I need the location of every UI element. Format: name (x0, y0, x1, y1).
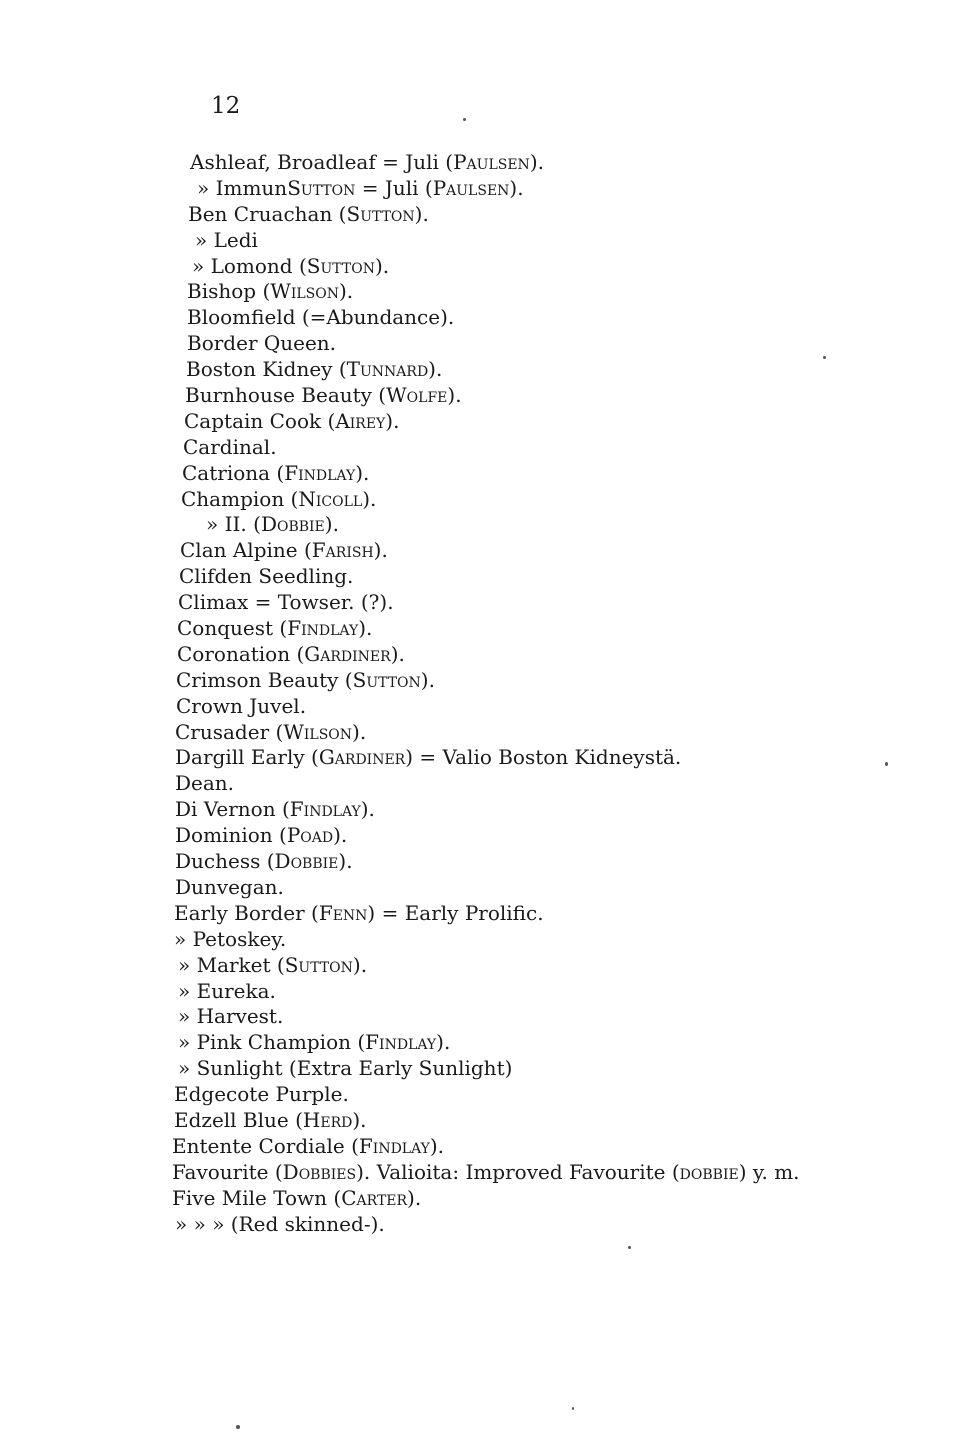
list-item (0, 901, 960, 927)
entry-text (190, 150, 544, 176)
variety-name: » Lomond (192, 253, 293, 278)
list-item (0, 1212, 960, 1238)
list-item (0, 176, 960, 202)
punctuation: ). (352, 719, 367, 744)
variety-name: » Market (178, 952, 271, 977)
breeder-name: Carter (341, 1185, 408, 1210)
breeder-name: Sutton (346, 201, 415, 226)
list-item (0, 616, 960, 642)
list-item (0, 357, 960, 383)
list-item (0, 1082, 960, 1108)
punctuation: ( (269, 719, 284, 744)
punctuation: ( (332, 357, 347, 382)
variety-name: Edzell Blue (174, 1107, 289, 1132)
list-item (0, 331, 960, 357)
entry-text (178, 590, 394, 616)
variety-name: Cardinal. (183, 434, 277, 459)
variety-name: Burnhouse Beauty (185, 383, 372, 408)
entry-text (175, 1212, 385, 1238)
scan-speck (885, 762, 888, 766)
variety-name: » Ledi (195, 227, 258, 252)
entry-text (175, 875, 284, 901)
punctuation: ). (338, 279, 354, 304)
punctuation: ). (436, 1030, 451, 1055)
variety-name: Coronation (177, 641, 291, 666)
list-item (0, 305, 960, 331)
punctuation: ) y. m. (738, 1159, 800, 1184)
variety-name: » » » (Red skinned-). (175, 1211, 385, 1236)
variety-name: Duchess (175, 849, 261, 874)
punctuation: ). (390, 641, 405, 666)
variety-name: Boston Kidney (186, 357, 333, 382)
punctuation: ( (273, 616, 288, 641)
punctuation: ( (260, 849, 275, 874)
scan-speck (236, 1425, 240, 1429)
list-item (0, 1134, 960, 1160)
breeder-name: Findlay (358, 1133, 430, 1158)
entry-text (186, 357, 442, 383)
breeder-name: Findlay (289, 797, 361, 822)
list-item (0, 720, 960, 746)
scan-speck (463, 118, 466, 121)
list-item (0, 642, 960, 668)
entry-text (187, 305, 454, 331)
variety-name: Ashleaf, Broadleaf = Juli (190, 150, 439, 174)
punctuation: ( (256, 279, 271, 304)
variety-name: Champion (181, 486, 285, 511)
entry-text (177, 616, 372, 642)
entry-text (180, 538, 388, 564)
punctuation: ). (414, 201, 429, 226)
punctuation: ). (374, 253, 390, 278)
list-item (0, 745, 960, 771)
breeder-name: dobbie (679, 1159, 739, 1184)
punctuation: ( (351, 1030, 366, 1055)
variety-name: » Immun (197, 175, 288, 200)
variety-name: Conquest (177, 616, 274, 641)
punctuation: ). (429, 1133, 445, 1158)
list-item (0, 564, 960, 590)
punctuation: ( (304, 745, 319, 770)
breeder-name: Farish (311, 538, 374, 563)
list-item (0, 694, 960, 720)
variety-name: Dunvegan. (175, 874, 284, 899)
punctuation: ( (297, 538, 312, 563)
variety-name: Catriona (182, 460, 271, 485)
punctuation: ( (321, 408, 336, 433)
punctuation: ). (407, 1185, 422, 1210)
entry-text (181, 487, 376, 513)
variety-name: Ben Cruachan (188, 201, 333, 226)
entry-text (177, 642, 405, 668)
punctuation: ) = Early Prolific. (367, 900, 544, 925)
entry-text (175, 823, 347, 849)
punctuation: ( (438, 150, 454, 174)
breeder-name: Paulsen (453, 150, 530, 174)
entry-text (184, 409, 399, 435)
list-item (0, 1186, 960, 1212)
breeder-name: Findlay (287, 616, 359, 641)
scan-speck (823, 356, 826, 359)
breeder-name: Sutton (306, 253, 375, 278)
list-item (0, 1056, 960, 1082)
entry-text (175, 745, 681, 771)
punctuation: ). (352, 1107, 367, 1132)
variety-name: » Eureka. (178, 978, 276, 1003)
breeder-name: Paulsen (432, 175, 510, 200)
variety-name: Dominion (175, 823, 273, 848)
punctuation: ( (304, 900, 319, 925)
list-item (0, 254, 960, 280)
entry-text (178, 1056, 512, 1082)
list-item (0, 797, 960, 823)
entry-text (187, 331, 336, 357)
entry-text (175, 720, 366, 746)
entry-text (185, 383, 462, 409)
breeder-name: Nicoll (298, 486, 363, 511)
punctuation: ). (529, 150, 544, 174)
variety-name: Early Border (174, 900, 305, 925)
punctuation: ( (272, 823, 287, 848)
list-item (0, 1004, 960, 1030)
entry-text (178, 953, 367, 979)
variety-name: Favourite (172, 1159, 269, 1184)
entry-text (175, 771, 234, 797)
breeder-name: Gardiner (318, 745, 406, 770)
punctuation: ). (362, 486, 377, 511)
variety-name: » Pink Champion (178, 1030, 351, 1055)
variety-name: Di Vernon (175, 797, 276, 822)
punctuation: ). (324, 512, 339, 537)
punctuation: ). (333, 823, 348, 848)
punctuation: ). (509, 175, 524, 200)
list-item (0, 461, 960, 487)
breeder-name: Sutton (352, 667, 421, 692)
breeder-name: Fenn (318, 900, 368, 925)
entry-text (178, 1004, 283, 1030)
punctuation: ). (447, 383, 462, 408)
entry-text (192, 254, 389, 280)
variety-name: Five Mile Town (172, 1185, 328, 1210)
list-item (0, 953, 960, 979)
entry-suffix: = Juli ( (355, 175, 433, 200)
punctuation: ( (270, 460, 285, 485)
variety-name: Clan Alpine (180, 538, 298, 563)
breeder-name: Gardiner (304, 641, 391, 666)
entry-text (178, 979, 276, 1005)
entry-text (178, 1030, 450, 1056)
punctuation: ( (268, 1159, 283, 1184)
punctuation: ). Valioita: Improved Favourite ( (356, 1159, 680, 1184)
entry-text (206, 512, 339, 538)
punctuation: ). (338, 849, 353, 874)
breeder-name: Dobbies (282, 1159, 357, 1184)
list-item (0, 228, 960, 254)
variety-list (0, 150, 960, 1237)
variety-name: Crown Juvel. (176, 693, 307, 718)
punctuation: ). (385, 408, 400, 433)
variety-name: Bloomfield (=Abundance). (187, 305, 455, 330)
breeder-name: Findlay (365, 1030, 437, 1055)
entry-text (174, 927, 286, 953)
list-item (0, 202, 960, 228)
punctuation: ). (352, 952, 368, 977)
entry-text (187, 279, 353, 305)
punctuation: ( (284, 486, 299, 511)
list-item (0, 538, 960, 564)
list-item (0, 435, 960, 461)
variety-name: Climax = Towser. (?). (178, 590, 394, 615)
entry-text (174, 901, 544, 927)
punctuation: ) = Valio Boston Kidneystä. (405, 745, 682, 770)
punctuation: ( (292, 253, 307, 278)
variety-name: Entente Cordiale (172, 1133, 345, 1158)
punctuation: ( (371, 383, 387, 408)
breeder-name: Wolfe (386, 383, 448, 408)
punctuation: ). (373, 538, 388, 563)
breeder-name: Sutton (284, 952, 353, 977)
entry-text (175, 849, 353, 875)
list-item (0, 150, 960, 176)
entry-text (172, 1134, 444, 1160)
list-item (0, 668, 960, 694)
punctuation: ( (290, 641, 305, 666)
punctuation: ). (355, 460, 370, 485)
breeder-name: Sutton (287, 175, 356, 200)
punctuation: ( (344, 1133, 359, 1158)
entry-text (172, 1160, 800, 1186)
punctuation: ( (270, 952, 285, 977)
punctuation: ( (332, 201, 347, 226)
breeder-name: Dobbie (274, 849, 339, 874)
breeder-name: Tunnard (346, 357, 429, 382)
punctuation: ( (275, 797, 290, 822)
list-item (0, 409, 960, 435)
variety-name: » Petoskey. (174, 926, 287, 951)
scan-speck (572, 1407, 574, 1410)
list-item (0, 512, 960, 538)
breeder-name: Findlay (284, 460, 356, 485)
breeder-name: Wilson (270, 279, 339, 304)
punctuation: ). (358, 616, 373, 641)
page-number: 12 (211, 93, 241, 119)
variety-name: Crusader (175, 719, 270, 744)
punctuation: ). (428, 357, 443, 382)
punctuation: ( (288, 1107, 303, 1132)
list-item (0, 849, 960, 875)
list-item (0, 1108, 960, 1134)
list-item (0, 279, 960, 305)
entry-text (175, 797, 375, 823)
breeder-name: Dobbie (260, 512, 325, 537)
punctuation: ( (338, 667, 353, 692)
entry-text (176, 668, 435, 694)
punctuation: ). (360, 797, 375, 822)
list-item (0, 590, 960, 616)
entry-text (183, 435, 277, 461)
variety-name: » Sunlight (Extra Early Sunlight) (178, 1056, 513, 1081)
variety-name: » Harvest. (178, 1004, 284, 1029)
scan-speck (628, 1246, 631, 1249)
variety-name: Border Queen. (187, 331, 337, 356)
variety-name: » II. (206, 512, 247, 537)
punctuation: ). (420, 667, 435, 692)
variety-name: Crimson Beauty (176, 667, 339, 692)
breeder-name: Wilson (283, 719, 353, 744)
variety-name: Dean. (175, 771, 235, 796)
punctuation: ( (327, 1185, 342, 1210)
list-item (0, 1160, 960, 1186)
list-item (0, 875, 960, 901)
list-item (0, 979, 960, 1005)
variety-name: Edgecote Purple. (174, 1082, 349, 1107)
entry-text (195, 228, 258, 254)
list-item (0, 771, 960, 797)
punctuation: ( (246, 512, 261, 537)
breeder-name: Airey (335, 408, 386, 433)
list-item (0, 1030, 960, 1056)
variety-name: Dargill Early (175, 745, 305, 770)
breeder-name: Herd (302, 1107, 353, 1132)
list-item (0, 927, 960, 953)
entry-text (174, 1082, 349, 1108)
entry-text (188, 202, 429, 228)
breeder-name: Poad (286, 823, 334, 848)
variety-name: Captain Cook (184, 408, 322, 433)
variety-name: Clifden Seedling. (179, 564, 354, 589)
entry-text (182, 461, 369, 487)
list-item (0, 823, 960, 849)
list-item (0, 487, 960, 513)
entry-text (197, 176, 524, 202)
entry-text (174, 1108, 367, 1134)
entry-text (179, 564, 353, 590)
variety-name: Bishop (187, 279, 257, 304)
list-item (0, 383, 960, 409)
entry-text (176, 694, 306, 720)
entry-text (172, 1186, 421, 1212)
